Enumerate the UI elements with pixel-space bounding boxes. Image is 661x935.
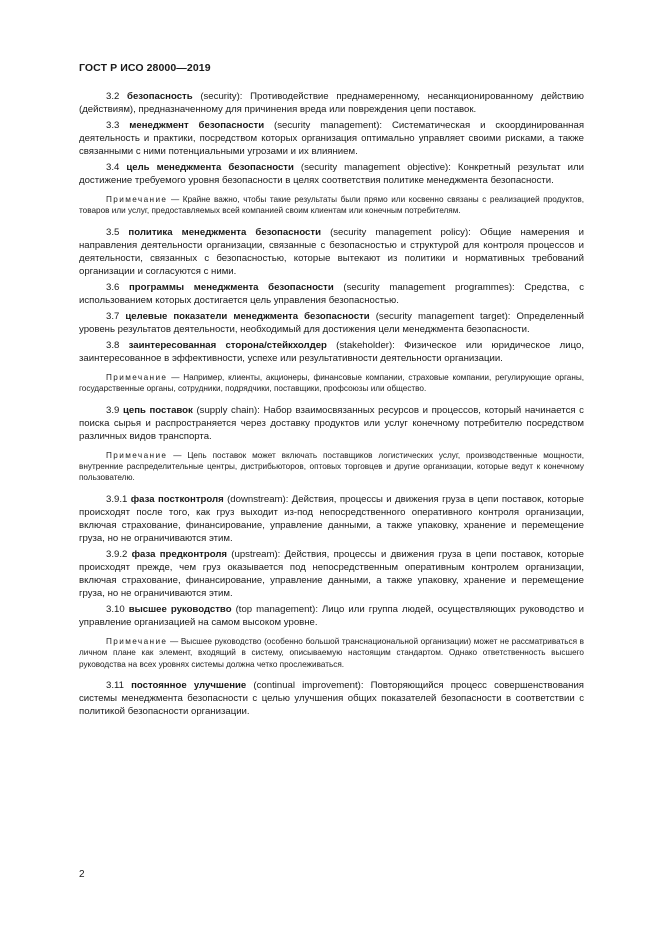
term-number: 3.4 — [106, 162, 120, 173]
term-number: 3.6 — [106, 281, 120, 293]
term-entry-3-4 — [79, 161, 584, 187]
term-entry-3-5 — [79, 226, 584, 278]
term-number: 3.2 — [106, 91, 120, 102]
term-number: 3.7 — [106, 310, 120, 322]
term-entry-3-7 — [79, 310, 584, 336]
term-number: 3.11 — [106, 680, 124, 692]
note-3 — [79, 450, 584, 484]
term-name: целевые показатели менеджмента безопасности — [125, 310, 370, 322]
term-name: цепь поставок — [122, 404, 193, 416]
term-definition: (security management programmes): Средства, с использованием которых достигается цель управления безопасностью. — [79, 281, 585, 306]
term-name: фаза предконтроля — [131, 548, 228, 560]
note-4 — [79, 636, 584, 670]
document-body — [79, 90, 584, 721]
term-number: 3.10 — [106, 603, 125, 615]
term-number: 3.5 — [106, 226, 120, 238]
term-number: 3.9.2 — [106, 548, 128, 560]
note-1 — [79, 194, 584, 217]
note-2 — [79, 372, 584, 395]
term-entry-3-2 — [79, 90, 584, 116]
note-text: — Цепь поставок может включать поставщиков логистических услуг, производственные мощности, внутренние распределительные центры, дистрибьюторов, оптовых торговцев и другие организации, которые ведут к конечному пользователю. — [79, 450, 584, 483]
term-number: 3.9 — [106, 404, 120, 416]
term-definition: (continual improvement): Повторяющийся процесс совершенствования системы менеджмента безопасности с целью улучшения общих показателей безопасности в соответствии с политикой безопасности организации. — [79, 680, 584, 718]
note-text: — Например, клиенты, акционеры, финансовые компании, страховые компании, регулирующие органы, государственные органы, сотрудники, подрядчики, поставщики, профсоюзы или общество. — [79, 372, 584, 394]
term-number: 3.3 — [106, 120, 120, 131]
note-text: — Высшее руководство (особенно большой транснациональной организации) может не рассматриваться в личном плане как элемент, входящий в систему, описываемую настоящим стандартом. Однако ответственность высшего руководства на всех уровнях системы должна четко прослеживаться. — [79, 636, 584, 669]
page-number: 2 — [79, 869, 85, 880]
term-name: политика менеджмента безопасности — [128, 226, 321, 238]
term-definition: (downstream): Действия, процессы и движения груза в цепи поставок, которые происходят после того, как груз выходит из-под непосредственного оперативного контроля организации, включая страхование, финансирование, управление данными, а также упаковку, хранение и перемещение груза, но не ограничиваются этим. — [79, 493, 584, 544]
note-label: Примечание — [106, 450, 168, 460]
term-name: безопасность — [127, 91, 193, 102]
term-definition: (security management target): Определенный уровень результатов деятельности, необходимый для достижения цели менеджмента безопасности. — [79, 310, 584, 335]
term-name: цель менеджмента безопасности — [126, 162, 294, 173]
term-name: заинтересованная сторона/стейкхолдер — [128, 339, 327, 351]
term-entry-3-6 — [79, 281, 584, 307]
term-definition: (supply chain): Набор взаимосвязанных ресурсов и процессов, который начинается с поиска сырья и распространяется через доставку продуктов или услуг конечному потребителю посредством различных видов транспорта. — [79, 404, 584, 442]
term-name: менеджмент безопасности — [129, 120, 265, 131]
note-label: Примечание — [106, 636, 168, 646]
term-definition: (top management): Лицо или группа людей, осуществляющих руководство и управление организацией на самом высоком уровне. — [79, 603, 585, 628]
term-definition: (security): Противодействие преднамеренному, несанкционированному действию (действиям), предназначенному для причинения вреда или повреждения цепи поставок. — [79, 91, 584, 115]
note-label: Примечание — [106, 195, 168, 204]
note-text: — Крайне важно, чтобы такие результаты были прямо или косвенно связаны с реализацией продуктов, товаров или услуг, предоставляемых всей компанией своим клиентам или конечным потребителям. — [79, 195, 584, 216]
note-label: Примечание — [106, 372, 168, 382]
term-definition: (stakeholder): Физическое или юридическое лицо, заинтересованное в эффективности, успехе или результативности деятельности организации. — [79, 339, 584, 364]
term-entry-3-9 — [79, 404, 584, 443]
standard-header: ГОСТ Р ИСО 28000—2019 — [79, 62, 211, 74]
term-definition: (upstream): Действия, процессы и движения груза в цепи поставок, которые происходят прежде, чем груз оказывается под непосредственным оперативным контролем организации, включая страхование, финансирование, управление данными, а также упаковку, хранение и перемещение груза, но не ограничиваются этим. — [79, 548, 584, 599]
term-entry-3-11 — [79, 679, 584, 718]
term-number: 3.8 — [106, 339, 120, 351]
term-entry-3-9-2 — [79, 548, 584, 600]
term-entry-3-8 — [79, 339, 584, 365]
term-definition: (security management): Систематическая и скоординированная деятельность и практики, посредством которых организация оптимально управляет своими рисками, а также связанными с ними потенциальными угрозами и их влиянием. — [79, 120, 585, 157]
term-definition: (security management policy): Общие намерения и направления деятельности организации, связанные с безопасностью и структурой для контроля процессов и деятельности, связанных с безопасностью, которые вытекают из политики и нормативных требований организации и согласуются с ними. — [79, 226, 585, 277]
term-number: 3.9.1 — [106, 493, 128, 505]
term-name: программы менеджмента безопасности — [129, 281, 334, 293]
term-entry-3-3 — [79, 119, 584, 158]
term-name: фаза постконтроля — [130, 493, 224, 505]
term-name: постоянное улучшение — [131, 680, 247, 692]
term-definition: (security management objective): Конкретный результат или достижение требуемого уровня безопасности в целях соответствия политике менеджмента безопасности. — [79, 162, 584, 186]
term-entry-3-9-1 — [79, 493, 584, 545]
term-name: высшее руководство — [128, 603, 232, 615]
term-entry-3-10 — [79, 603, 584, 629]
